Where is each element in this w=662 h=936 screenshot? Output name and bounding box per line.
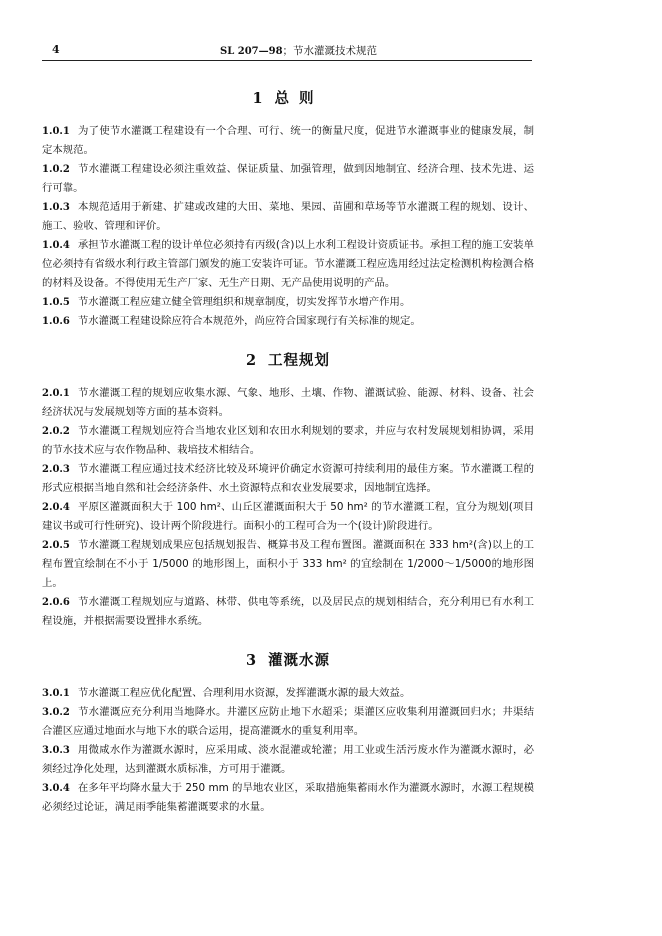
clause-number: 3.0.2 [42,707,70,718]
chapter-heading [42,350,534,372]
chapter-number: 1 [252,90,263,107]
clause-text: 在多年平均降水量大于 250 mm 的旱地农业区，采取措施集蓄雨水作为灌溉水源时，水源工程规模必须经过论证，满足雨季能集蓄灌溉要求的水量。 [42,782,534,813]
running-title [220,43,377,58]
document-title: 节水灌溉技术规范 [293,45,378,57]
clause-text: 本规范适用于新建、扩建或改建的大田、菜地、果园、苗圃和草场等节水灌溉工程的规划、设计、施工、验收、管理和评价。 [42,201,534,232]
clause-paragraph [42,593,534,631]
clause-paragraph [42,460,534,498]
clause-text: 节水灌溉工程建设除应符合本规范外，尚应符合国家现行有关标准的规定。 [77,315,421,327]
clause-number: 2.0.5 [42,540,70,551]
clause-paragraph [42,422,534,460]
clause-paragraph [42,498,534,536]
chapter-heading [42,88,534,110]
chapter-title: 工程规划 [268,353,331,369]
clause-text: 承担节水灌溉工程的设计单位必须持有丙级(含)以上水利工程设计资质证书。承担工程的施工安装单位必须持有省级水利行政主管部门颁发的施工安装许可证。节水灌溉工程应选用经过法定检测机构检测合格的材料及设备。不得使用无生产厂家、无生产日期、无产品使用说明的产品。 [42,239,534,289]
clause-paragraph [42,703,534,741]
clause-text: 为了使节水灌溉工程建设有一个合理、可行、统一的衡量尺度，促进节水灌溉事业的健康发展，制定本规范。 [42,125,534,156]
page-header [42,40,532,61]
clause-number: 2.0.2 [42,426,70,437]
clause-number: 2.0.4 [42,502,70,513]
clause-paragraph [42,684,534,703]
clause-text: 节水灌溉工程建设必须注重效益、保证质量、加强管理，做到因地制宜、经济合理、技术先进、运行可靠。 [42,163,534,194]
clause-list [42,384,534,631]
clause-paragraph [42,122,534,160]
clause-number: 2.0.3 [42,464,70,475]
chapter-number: 2 [245,352,257,369]
chapter-3 [42,650,534,817]
page-number: 4 [52,43,60,56]
clause-number: 3.0.4 [42,783,70,794]
clause-paragraph [42,779,534,817]
chapter-2 [42,350,534,631]
clause-number: 2.0.6 [42,597,70,608]
chapter-1 [42,88,534,331]
clause-text: 节水灌溉应充分利用当地降水。井灌区应防止地下水超采；渠灌区应收集利用灌溉回归水；井渠结合灌区应通过地面水与地下水的联合运用，提高灌溉水的重复利用率。 [42,706,534,737]
clause-text: 节水灌溉工程应建立健全管理组织和规章制度，切实发挥节水增产作用。 [77,296,411,308]
title-separator: ； [282,45,294,57]
chapter-number: 3 [245,652,257,669]
clause-number: 1.0.2 [42,164,70,175]
clause-paragraph [42,236,534,293]
clause-number: 1.0.1 [42,126,70,137]
clause-text: 节水灌溉工程规划成果应包括规划报告、概算书及工程布置图。灌溉面积在 333 hm²(含)以上的工程布置宜绘制在不小于 1/5000 的地形图上，面积小于 333 hm² 的宜绘制在 1/2000～1/5000的地形图上。 [42,539,534,589]
clause-paragraph [42,384,534,422]
clause-number: 3.0.3 [42,745,70,756]
page-body [42,88,534,836]
clause-paragraph [42,160,534,198]
chapter-heading [42,650,534,672]
clause-paragraph [42,198,534,236]
clause-number: 1.0.6 [42,316,70,327]
clause-number: 1.0.5 [42,297,70,308]
clause-number: 3.0.1 [42,688,70,699]
clause-list [42,122,534,331]
standard-code: SL 207—98 [220,46,283,57]
chapter-title: 灌溉水源 [268,653,331,669]
clause-number: 1.0.3 [42,202,70,213]
chapter-title: 总则 [274,91,324,107]
clause-text: 节水灌溉工程应优化配置、合理利用水资源，发挥灌溉水源的最大效益。 [77,687,411,699]
clause-number: 2.0.1 [42,388,70,399]
clause-number: 1.0.4 [42,240,70,251]
clause-paragraph [42,293,534,312]
clause-text: 平原区灌溉面积大于 100 hm²、山丘区灌溉面积大于 50 hm² 的节水灌溉工程，宜分为规划(项目建议书或可行性研究)、设计两个阶段进行。面积小的工程可合为一个(设计)阶段进行。 [42,501,534,532]
clause-text: 节水灌溉工程规划应与道路、林带、供电等系统，以及居民点的规划相结合，充分利用已有水利工程设施，并根据需要设置排水系统。 [42,596,534,627]
clause-text: 节水灌溉工程的规划应收集水源、气象、地形、土壤、作物、灌溉试验、能源、材料、设备、社会经济状况与发展规划等方面的基本资料。 [42,387,534,418]
clause-paragraph [42,312,534,331]
clause-paragraph [42,536,534,593]
clause-text: 节水灌溉工程应通过技术经济比较及环境评价确定水资源可持续利用的最佳方案。节水灌溉工程的形式应根据当地自然和社会经济条件、水土资源特点和农业发展要求，因地制宜选择。 [42,463,534,494]
clause-text: 用微咸水作为灌溉水源时，应采用咸、淡水混灌或轮灌；用工业或生活污废水作为灌溉水源时，必须经过净化处理，达到灌溉水质标准，方可用于灌溉。 [42,744,534,775]
clause-paragraph [42,741,534,779]
clause-list [42,684,534,817]
clause-text: 节水灌溉工程规划应符合当地农业区划和农田水利规划的要求，并应与农村发展规划相协调，采用的节水技术应与农作物品种、栽培技术相结合。 [42,425,534,456]
